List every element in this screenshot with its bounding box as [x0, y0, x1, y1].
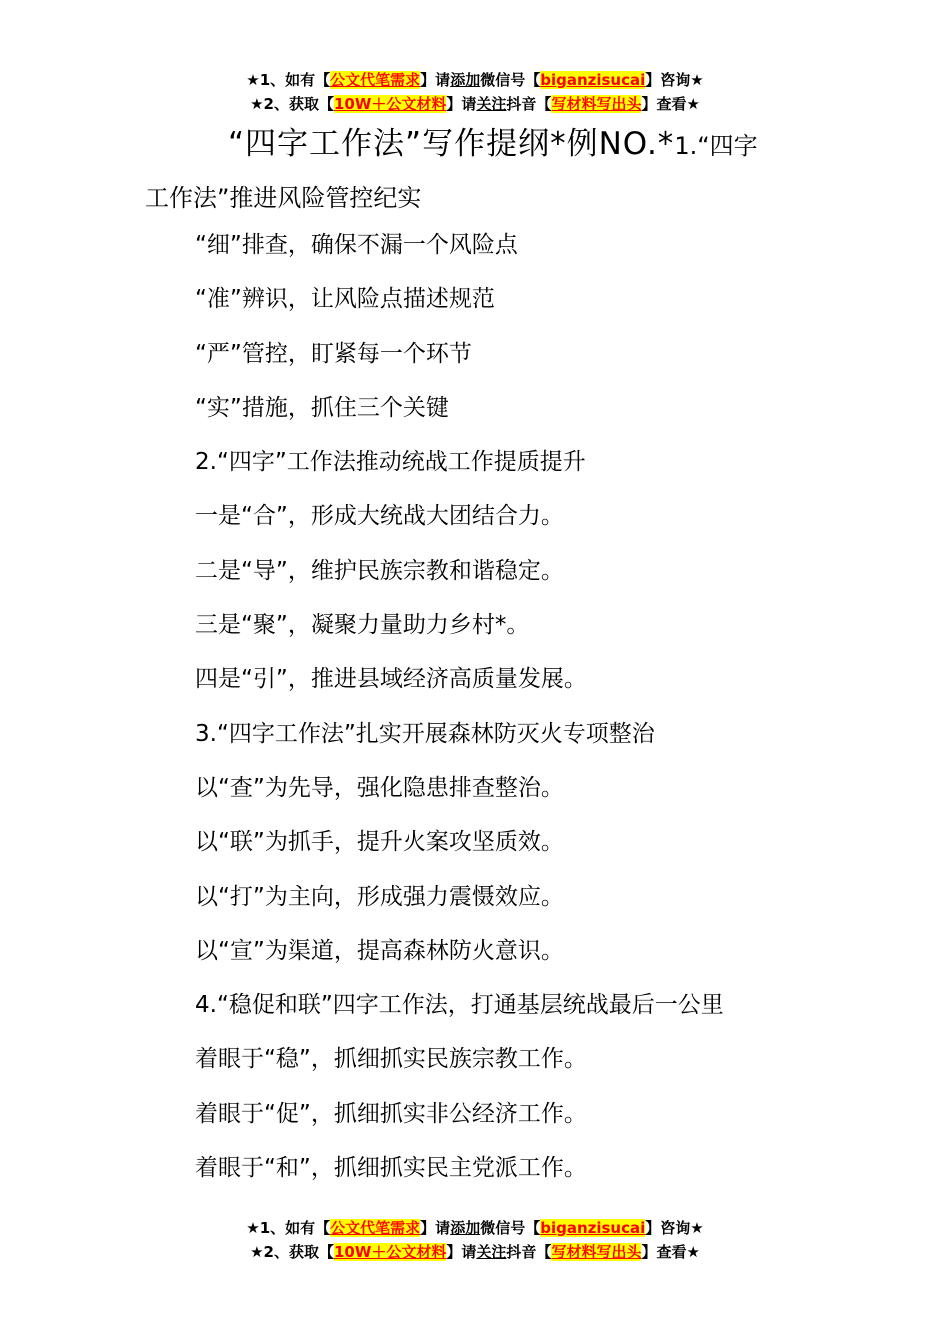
- body-line: 以“查”为先导，强化隐患排查整治。: [195, 774, 564, 801]
- document-body: [195, 218, 835, 1195]
- banner-text: 】请: [420, 71, 451, 89]
- body-line: 着眼于“稳”，抓细抓实民族宗教工作。: [195, 1046, 587, 1073]
- section-heading: 2.“四字”工作法推动统战工作提质提升: [195, 449, 586, 476]
- body-line: 四是“引”，推进县域经济高质量发展。: [195, 666, 587, 693]
- section-heading: 3.“四字工作法”扎实开展森林防灭火专项整治: [195, 720, 655, 747]
- banner-text: 微信号【: [480, 71, 541, 89]
- banner-line-2: [0, 1240, 950, 1264]
- banner-highlight: 写材料写出头: [551, 1243, 642, 1261]
- banner-highlight: biganzisucai: [540, 1219, 646, 1237]
- body-line: “细”排查，确保不漏一个风险点: [195, 232, 518, 258]
- body-line: “准”辨识，让风险点描述规范: [195, 286, 495, 313]
- banner-highlight: 写材料写出头: [551, 95, 642, 113]
- title-main: “四字工作法”写作提纲*例NO.*: [228, 126, 675, 162]
- first-item-heading-start: 1.“四字: [674, 132, 758, 160]
- body-line: “严”管控，盯紧每一个环节: [195, 340, 472, 367]
- banner-highlight: 公文代笔需求: [330, 71, 421, 89]
- banner-line-1: [0, 1216, 950, 1240]
- banner-text: 微信号【: [480, 1219, 541, 1237]
- body-line: 以“联”为抓手，提升火案攻坚质效。: [195, 829, 564, 856]
- banner-text: ★1、如有【: [246, 71, 331, 89]
- banner-text: 】咨询★: [645, 71, 704, 89]
- bottom-banner: [0, 1216, 950, 1264]
- banner-text: ★2、获取【: [250, 95, 334, 113]
- banner-underlined: 关注: [476, 95, 507, 113]
- banner-text: 】咨询★: [645, 1219, 704, 1237]
- banner-highlight: biganzisucai: [540, 71, 646, 89]
- body-line: 着眼于“和”，抓细抓实民主党派工作。: [195, 1155, 587, 1182]
- body-line: 以“打”为主向，形成强力震慑效应。: [195, 883, 564, 910]
- banner-highlight: 10W＋公文材料: [333, 95, 447, 113]
- first-item-heading-end: 工作法”推进风险管控纪实: [145, 184, 422, 212]
- banner-underlined: 添加: [450, 1219, 481, 1237]
- banner-highlight: 公文代笔需求: [330, 1219, 421, 1237]
- banner-text: 】请: [446, 1243, 477, 1261]
- banner-text: 】请: [420, 1219, 451, 1237]
- title-first-line: [145, 118, 825, 172]
- body-line: 一是“合”，形成大统战大团结合力。: [195, 503, 564, 530]
- body-line: “实”措施，抓住三个关键: [195, 394, 449, 421]
- banner-text: 】请: [446, 95, 477, 113]
- section-heading: 4.“稳促和联”四字工作法，打通基层统战最后一公里: [195, 992, 724, 1019]
- top-banner: [0, 68, 950, 116]
- body-line: 二是“导”，维护民族宗教和谐稳定。: [195, 557, 564, 584]
- document-title: [145, 118, 825, 224]
- banner-highlight: 10W＋公文材料: [333, 1243, 447, 1261]
- body-line: 三是“聚”，凝聚力量助力乡村*。: [195, 612, 530, 639]
- banner-text: ★2、获取【: [250, 1243, 334, 1261]
- body-line: 着眼于“促”，抓细抓实非公经济工作。: [195, 1100, 587, 1127]
- banner-line-1: [0, 68, 950, 92]
- banner-text: 】查看★: [641, 95, 700, 113]
- banner-text: ★1、如有【: [246, 1219, 331, 1237]
- banner-text: 】查看★: [641, 1243, 700, 1261]
- banner-text: 抖音【: [506, 1243, 552, 1261]
- banner-text: 抖音【: [506, 95, 552, 113]
- banner-line-2: [0, 92, 950, 116]
- banner-underlined: 关注: [476, 1243, 507, 1261]
- banner-underlined: 添加: [450, 71, 481, 89]
- body-line: 以“宣”为渠道，提高森林防火意识。: [195, 937, 564, 964]
